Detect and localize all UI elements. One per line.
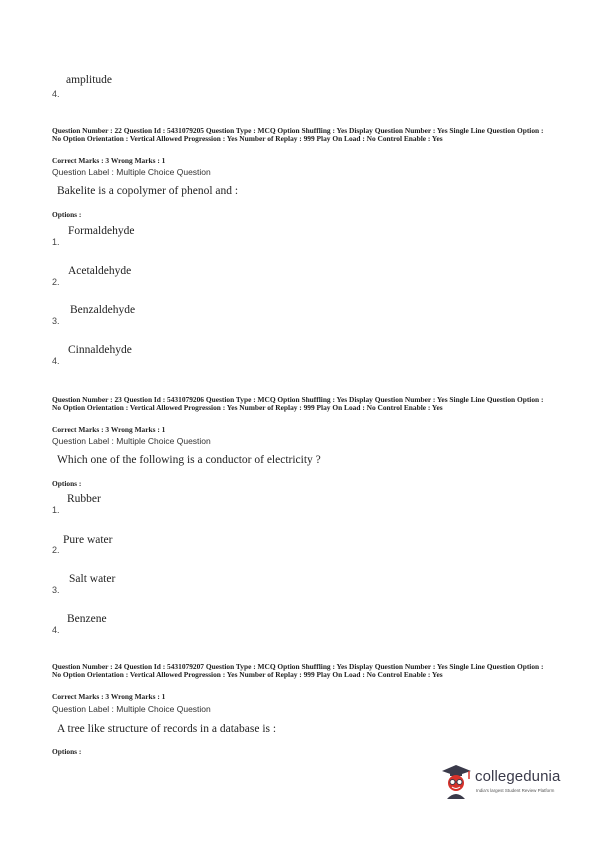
graduate-mascot-icon: [440, 762, 474, 800]
option-text: Rubber: [67, 493, 101, 505]
question-meta: Question Number : 23 Question Id : 5431079206 Question Type : MCQ Option Shuffling : Yes Display Question Number : Yes Single Line Question Option : No Option Orientation : Vertical Allowed Progression : Yes Number of Replay : 999 Play On Load : No Control Enable : Yes: [52, 395, 544, 412]
option-text: Formaldehyde: [68, 225, 135, 237]
option-number: 1.: [52, 237, 60, 247]
logo-wordmark: collegedunia: [475, 768, 561, 785]
options-heading: Options :: [52, 747, 82, 756]
option-text: Salt water: [69, 573, 116, 585]
logo-tagline: India's largest Student Review Platform: [476, 788, 555, 793]
option-number: 3.: [52, 585, 60, 595]
question-label: Question Label : Multiple Choice Question: [52, 436, 211, 446]
question-marks: Correct Marks : 3 Wrong Marks : 1: [52, 692, 166, 701]
question-marks: Correct Marks : 3 Wrong Marks : 1: [52, 425, 166, 434]
option-number: 2.: [52, 545, 60, 555]
option-number: 4.: [52, 356, 60, 366]
question-meta: Question Number : 22 Question Id : 5431079205 Question Type : MCQ Option Shuffling : Yes Display Question Number : Yes Single Line Question Option : No Option Orientation : Vertical Allowed Progression : Yes Number of Replay : 999 Play On Load : No Control Enable : Yes: [52, 126, 544, 143]
question-text: Bakelite is a copolymer of phenol and :: [57, 185, 239, 197]
option-text: Benzaldehyde: [70, 304, 136, 316]
option-text: amplitude: [66, 74, 112, 86]
option-number: 4.: [52, 625, 60, 635]
collegedunia-logo: [440, 762, 580, 802]
option-number: 1.: [52, 505, 60, 515]
question-text: A tree like structure of records in a database is :: [57, 723, 277, 735]
option-number: 3.: [52, 316, 60, 326]
question-label: Question Label : Multiple Choice Question: [52, 167, 211, 177]
question-label: Question Label : Multiple Choice Question: [52, 704, 211, 714]
option-number: 4.: [52, 89, 60, 99]
question-meta: Question Number : 24 Question Id : 5431079207 Question Type : MCQ Option Shuffling : Yes Display Question Number : Yes Single Line Question Option : No Option Orientation : Vertical Allowed Progression : Yes Number of Replay : 999 Play On Load : No Control Enable : Yes: [52, 662, 544, 679]
option-text: Cinnaldehyde: [68, 344, 132, 356]
question-marks: Correct Marks : 3 Wrong Marks : 1: [52, 156, 166, 165]
options-heading: Options :: [52, 210, 82, 219]
option-number: 2.: [52, 277, 60, 287]
option-text: Pure water: [63, 534, 113, 546]
option-text: Acetaldehyde: [68, 265, 132, 277]
option-text: Benzene: [67, 613, 107, 625]
options-heading: Options :: [52, 479, 82, 488]
question-text: Which one of the following is a conductor of electricity ?: [57, 454, 321, 466]
